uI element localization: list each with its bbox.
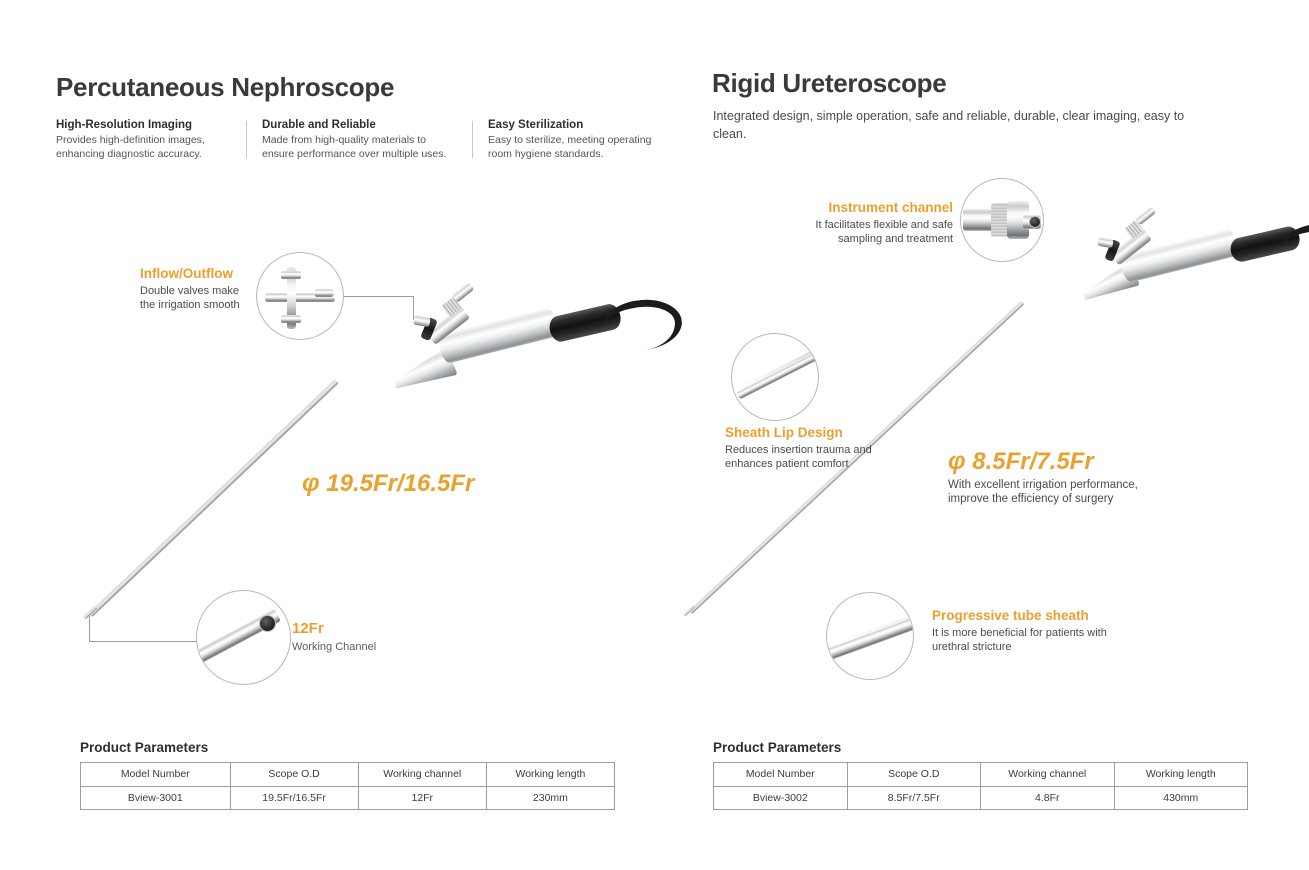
feature-title: Easy Sterilization [488, 119, 584, 131]
cell-model-number: Bview-3001 [81, 786, 231, 810]
callout-title: 12Fr [292, 620, 324, 637]
column-header-scope-od: Scope O.D [230, 763, 358, 787]
inset-instrument-channel [960, 178, 1044, 262]
inset-photo-valve-assembly [257, 253, 343, 339]
callout-desc: It facilitates flexible and safe sampling and treatment [815, 218, 953, 246]
spec-number: 19.5Fr/16.5Fr [326, 470, 475, 497]
spec-desc: With excellent irrigation performance, improve the efficiency of surgery [948, 478, 1138, 506]
callout-title: Sheath Lip Design [725, 425, 843, 440]
cell-working-channel: 12Fr [358, 786, 486, 810]
spec-value [302, 470, 474, 498]
cell-working-length: 430mm [1114, 786, 1248, 810]
leader-line-channel-horizontal [89, 641, 207, 642]
feature-desc: Provides high-definition images, enhancing diagnostic accuracy. [56, 134, 205, 160]
column-header-scope-od: Scope O.D [847, 763, 981, 787]
callout-progressive-tube-sheath [932, 608, 1147, 654]
leader-line-channel-vertical [89, 614, 90, 642]
inset-photo-tube-tip [197, 591, 290, 684]
spec-value [948, 448, 1168, 476]
spec-number: 8.5Fr/7.5Fr [972, 448, 1094, 475]
callout-desc: Double valves make the irrigation smooth [140, 284, 240, 312]
valve-side-port [1097, 237, 1113, 248]
callout-inflow-outflow [140, 266, 255, 312]
column-header-working-channel: Working channel [358, 763, 486, 787]
cell-model-number: Bview-3002 [714, 786, 848, 810]
feature-title: High-Resolution Imaging [56, 119, 193, 131]
inset-photo-sheath-lip [732, 334, 818, 420]
feature-title: Durable and Reliable [262, 119, 376, 131]
phi-symbol: φ [948, 447, 966, 475]
cell-working-length: 230mm [486, 786, 614, 810]
product-parameters-left [80, 740, 615, 810]
valve-side-port [413, 315, 430, 328]
parameters-table [713, 762, 1248, 810]
feature-desc: Easy to sterilize, meeting operating room hygiene standards. [488, 134, 652, 160]
table-header-row [81, 763, 615, 787]
table-title: Product Parameters [80, 740, 209, 755]
scope-shaft [88, 379, 339, 617]
column-header-model-number: Model Number [714, 763, 848, 787]
phi-symbol: φ [302, 469, 320, 497]
callout-title: Instrument channel [828, 200, 953, 215]
page-subtitle-right: Integrated design, simple operation, safe and reliable, durable, clear imaging, easy to clean. [713, 109, 1185, 142]
cell-working-channel: 4.8Fr [981, 786, 1115, 810]
inset-sheath-lip [731, 333, 819, 421]
cell-scope-od: 8.5Fr/7.5Fr [847, 786, 981, 810]
page-title-right: Rigid Ureteroscope [712, 68, 947, 98]
page-title-left: Percutaneous Nephroscope [56, 72, 395, 102]
nephroscope-illustration [0, 0, 680, 700]
callout-instrument-channel [790, 200, 953, 246]
callout-title: Inflow/Outflow [140, 266, 233, 281]
inset-photo-luer-connector [961, 179, 1043, 261]
inset-inflow-outflow [256, 252, 344, 340]
table-row [81, 786, 615, 810]
table-row [714, 786, 1248, 810]
table-header-row [714, 763, 1248, 787]
cell-scope-od: 19.5Fr/16.5Fr [230, 786, 358, 810]
callout-sheath-lip-design [725, 425, 915, 471]
inset-working-channel [196, 590, 291, 685]
leader-line-inflow-vertical [413, 296, 414, 320]
callout-desc: Reduces insertion trauma and enhances patient comfort [725, 443, 872, 471]
callout-desc: It is more beneficial for patients with urethral stricture [932, 626, 1107, 654]
callout-title: Progressive tube sheath [932, 608, 1089, 623]
table-title: Product Parameters [713, 740, 842, 755]
column-header-working-length: Working length [1114, 763, 1248, 787]
product-parameters-right [713, 740, 1248, 810]
parameters-table [80, 762, 615, 810]
panel-rigid-ureteroscope [680, 0, 1309, 870]
spec-label-scope-od-left [302, 470, 474, 498]
column-header-working-channel: Working channel [981, 763, 1115, 787]
column-header-model-number: Model Number [81, 763, 231, 787]
leader-line-inflow-horizontal [344, 296, 414, 297]
spec-label-scope-od-right [948, 448, 1168, 507]
valve-luer-port [452, 282, 475, 303]
callout-working-channel [292, 620, 472, 654]
feature-desc: Made from high-quality materials to ensure performance over multiple uses. [262, 134, 447, 160]
column-header-working-length: Working length [486, 763, 614, 787]
callout-desc: Working Channel [292, 640, 377, 653]
inset-photo-tapered-sheath [827, 593, 913, 679]
inset-progressive-tube-sheath [826, 592, 914, 680]
valve-luer-port [1135, 206, 1156, 225]
